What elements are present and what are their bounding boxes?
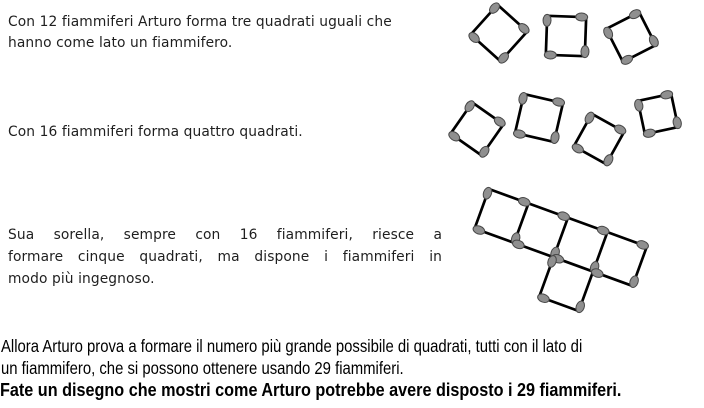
matchstick-head [557,210,571,222]
matchstick-head [628,8,642,21]
matchstick [546,55,585,56]
matchstick-head [571,142,585,155]
matchstick [472,103,503,125]
matchstick [593,232,607,271]
matchstick-head [634,99,644,112]
matchstick [539,257,553,296]
paragraph-sister-five-squares [8,224,442,290]
matchstick-head [488,1,502,15]
matchstick-head [590,267,604,279]
matchstick [498,5,528,32]
matchstick-head [472,224,486,236]
matchstick-head [447,130,461,143]
matchstick [528,203,567,217]
matchstick [639,12,656,45]
matchstick [539,297,578,311]
matchstick-head [546,254,558,268]
matchstick [451,134,482,156]
matchstick [645,127,678,134]
text-line: modo più ingegnoso. [8,271,155,287]
matchstick-head [497,51,511,65]
matchstick-head [493,115,507,128]
matchstick-head [544,51,556,59]
matchstick [554,103,563,142]
matchstick [671,94,678,127]
matchstick-head [602,26,615,40]
matchstick-head [636,239,650,251]
matchstick [475,228,514,242]
matchstick-head [536,292,550,304]
matchstick [554,257,593,271]
text-line: un fiammifero, che si possono ottenere usando 29 fiammiferi. [1,358,404,378]
matchstick-head [510,232,522,246]
matchstick-head [518,92,528,105]
matchstick [500,32,527,62]
matchstick [633,246,647,285]
matchstick [585,17,586,56]
paragraph-sixteen-matches [8,122,303,143]
paragraph-twelve-matches [8,12,392,54]
matchstick [482,124,504,155]
matchstick-head [549,246,561,260]
text-line: Allora Arturo prova a formare il numero più grande possibile di quadrati, tutti con il lato di [1,336,583,356]
matchstick [475,189,489,228]
matchstick [579,272,593,311]
matchstick [568,218,607,232]
matchstick [515,133,554,142]
matchstick-head [478,145,491,159]
task-instruction-bold [0,379,704,401]
matchstick [471,34,501,61]
matchstick-head [672,116,682,129]
matchstick [546,16,547,55]
matchstick-head [482,186,494,200]
matchstick [554,218,568,257]
matchstick-head [613,123,627,136]
matchstick [607,232,646,246]
matchstick-head [543,14,551,26]
matchstick-head [550,131,560,144]
matchstick-head [511,239,525,251]
text-line: Fate un disegno che mostri come Arturo potrebbe avere disposto i 29 fiammiferi. [0,380,622,400]
matchstick-head [648,34,661,48]
matchstick [515,94,524,133]
matchstick [606,12,639,29]
matchstick-head [467,31,481,45]
matchstick [638,101,645,134]
matchstick [514,203,528,242]
text-line: Con 12 fiammiferi Arturo forma tre quadrati uguali che [8,14,392,30]
matchstick-head [583,111,596,125]
matchstick-head [596,225,610,237]
matchstick [593,272,632,286]
matchstick [606,132,624,164]
matchstick-head [628,275,640,289]
matchstick [524,94,563,103]
matchstick-head [513,129,526,139]
matchstick-head [581,46,589,58]
matchstick-head [574,300,586,314]
matchstick-head [643,128,656,138]
matchstick [451,103,473,134]
matchstick-head [620,54,634,67]
matchstick-head [576,13,588,21]
matchstick [623,45,656,62]
matchstick [547,16,586,17]
matchstick-head [589,260,601,274]
matchstick [574,114,592,146]
matchstick-head [660,90,673,100]
matchstick-head [517,22,531,36]
paragraph-arturo-29-matches [1,335,704,379]
matchstick [606,29,623,62]
matchstick-head [517,196,531,208]
matchstick [574,146,606,164]
matchstick-head [602,153,615,167]
matchstick [489,189,528,203]
matchstick-head [552,97,565,107]
matchstick [471,5,498,35]
text-line: Con 16 fiammiferi forma quattro quadrati. [8,124,303,140]
matchstick-head [463,99,476,113]
matchstick [514,243,553,257]
text-line: hanno come lato un fiammifero. [8,35,233,51]
text-line: Sua sorella, sempre con 16 fiammiferi, riesce a [8,227,442,243]
matchstick [592,114,624,132]
matchstick [638,94,671,101]
matchstick-head [551,253,565,265]
text-line: formare cinque quadrati, ma dispone i fiammiferi in [8,249,442,265]
